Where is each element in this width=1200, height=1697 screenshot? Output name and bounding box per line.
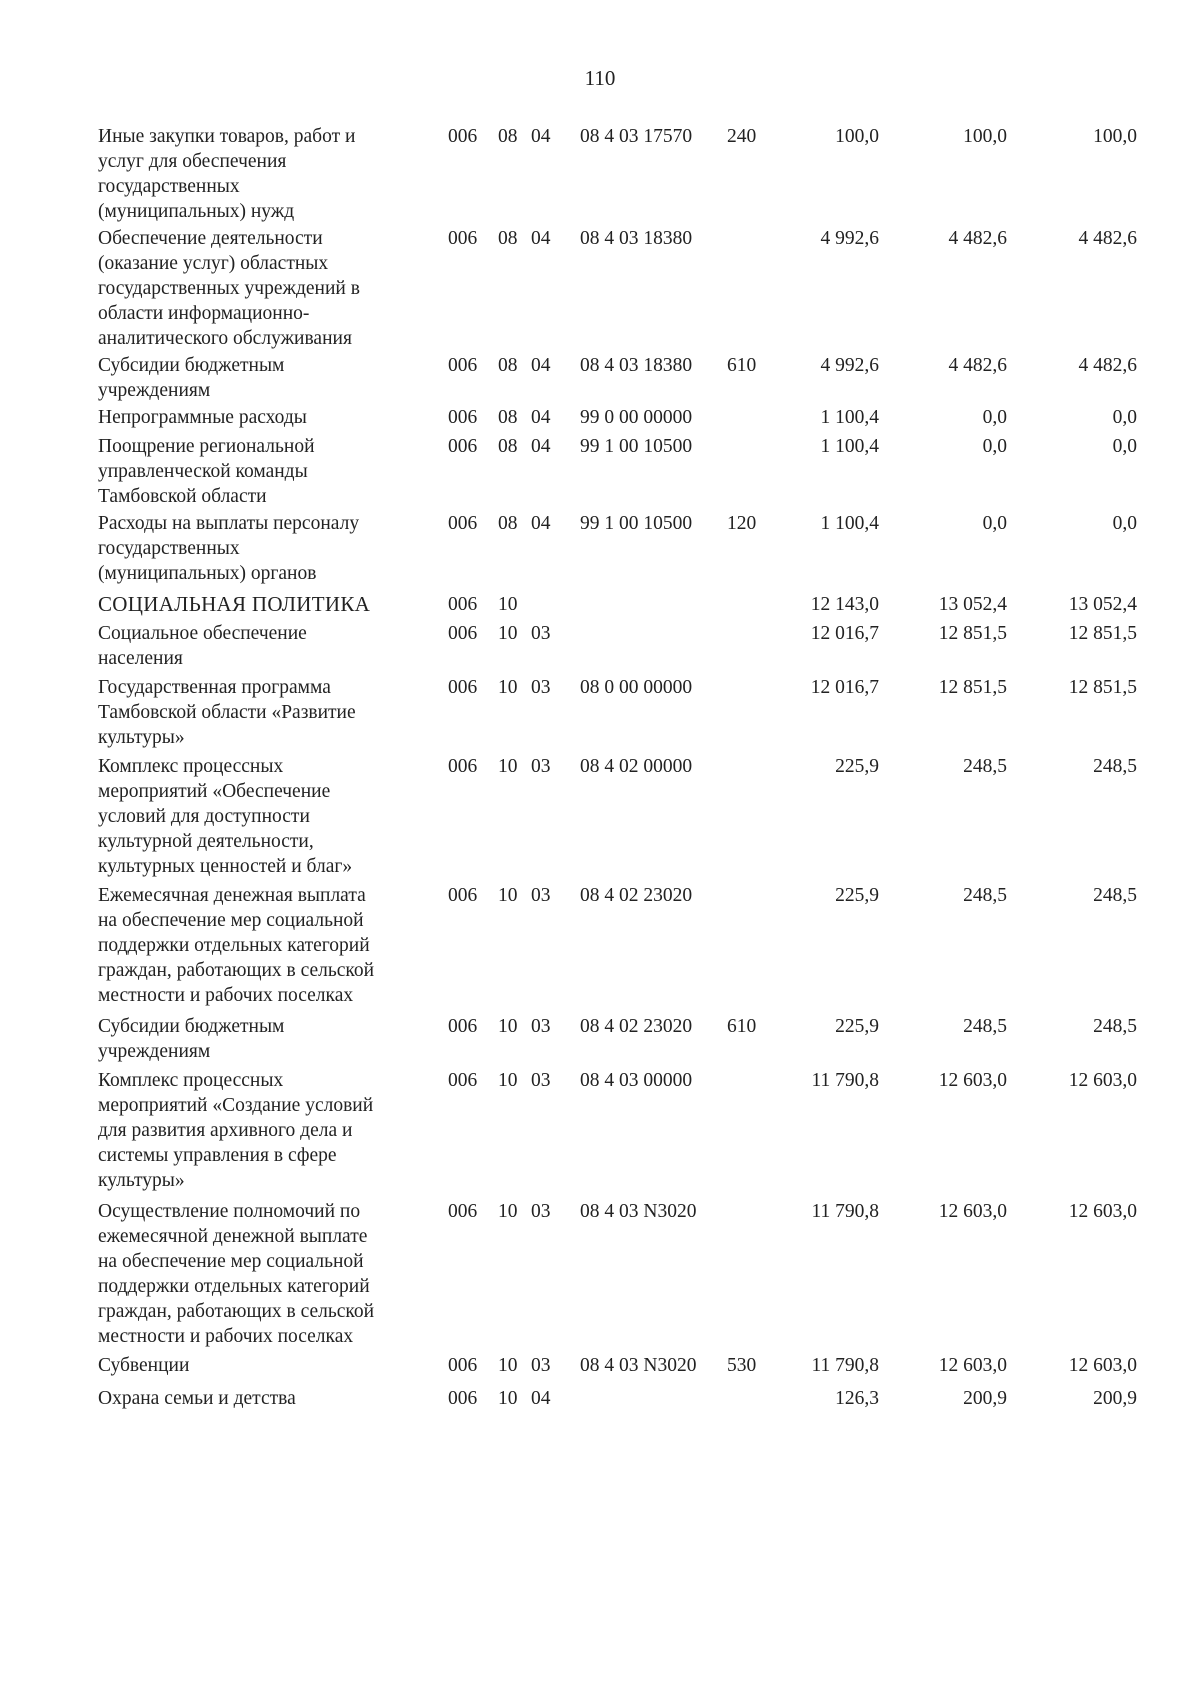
row-sum-3: 0,0 [1112, 407, 1137, 428]
table-row [98, 621, 1178, 671]
row-name: Обеспечение деятельности (оказание услуг) областных государственных учреждений в области информационно- аналитического обслуживания [98, 228, 360, 349]
row-rz: 10 [498, 594, 518, 615]
row-pr: 04 [531, 126, 551, 147]
row-sum-1: 11 790,8 [811, 1070, 879, 1091]
row-sum-1: 12 143,0 [810, 594, 879, 615]
row-sum-1: 4 992,6 [820, 228, 879, 249]
table-row [98, 883, 1178, 1008]
row-sum-3: 12 851,5 [1068, 677, 1137, 698]
row-ved: 006 [448, 1201, 478, 1222]
row-rz: 10 [498, 756, 518, 777]
row-sum-1: 225,9 [835, 1016, 879, 1037]
row-sum-2: 248,5 [963, 756, 1007, 777]
table-row [98, 124, 1178, 224]
row-sum-1: 126,3 [835, 1388, 879, 1409]
row-rz: 10 [498, 1388, 518, 1409]
row-sum-3: 248,5 [1093, 885, 1137, 906]
row-rz: 10 [498, 1070, 518, 1091]
row-sum-2: 12 851,5 [938, 677, 1007, 698]
row-pr: 04 [531, 513, 551, 534]
row-name: Комплекс процессных мероприятий «Обеспечение условий для доступности культурной деятельности, культурных ценностей и благ» [98, 756, 353, 877]
row-ved: 006 [448, 1388, 478, 1409]
row-rz: 08 [498, 407, 518, 428]
row-pr: 04 [531, 407, 551, 428]
table-row [98, 1353, 1178, 1378]
row-csr: 99 0 00 00000 [580, 407, 693, 428]
row-csr: 08 4 02 23020 [580, 1016, 693, 1037]
row-sum-2: 248,5 [963, 885, 1007, 906]
row-csr: 08 0 00 00000 [580, 677, 693, 698]
row-rz: 10 [498, 623, 518, 644]
table-row [98, 1068, 1178, 1193]
row-name: Государственная программа Тамбовской области «Развитие культуры» [98, 677, 356, 748]
row-sum-3: 4 482,6 [1078, 355, 1137, 376]
row-sum-2: 0,0 [982, 513, 1007, 534]
row-csr: 99 1 00 10500 [580, 436, 693, 457]
row-sum-2: 4 482,6 [948, 355, 1007, 376]
row-rz: 10 [498, 1201, 518, 1222]
row-rz: 10 [498, 885, 518, 906]
row-name: Ежемесячная денежная выплата на обеспечение мер социальной поддержки отдельных категорий граждан, работающих в сельской местности и рабочих поселках [98, 885, 375, 1006]
row-csr: 99 1 00 10500 [580, 513, 693, 534]
table-row [98, 1014, 1178, 1064]
section-heading: СОЦИАЛЬНАЯ ПОЛИТИКА [98, 592, 371, 616]
row-rz: 08 [498, 126, 518, 147]
row-vr: 610 [727, 1016, 757, 1037]
row-sum-3: 248,5 [1093, 756, 1137, 777]
row-rz: 08 [498, 228, 518, 249]
row-pr: 03 [531, 677, 551, 698]
row-name: Социальное обеспечение населения [98, 623, 307, 669]
row-name: Непрограммные расходы [98, 407, 307, 428]
row-ved: 006 [448, 623, 478, 644]
row-ved: 006 [448, 228, 478, 249]
row-rz: 08 [498, 513, 518, 534]
row-ved: 006 [448, 1070, 478, 1091]
row-csr: 08 4 02 23020 [580, 885, 693, 906]
row-rz: 08 [498, 355, 518, 376]
row-sum-1: 1 100,4 [820, 513, 879, 534]
row-sum-3: 4 482,6 [1078, 228, 1137, 249]
table-row [98, 226, 1178, 351]
row-csr: 08 4 03 18380 [580, 228, 693, 249]
row-rz: 08 [498, 436, 518, 457]
table-row [98, 353, 1178, 403]
row-csr: 08 4 03 18380 [580, 355, 693, 376]
row-sum-3: 200,9 [1093, 1388, 1137, 1409]
row-ved: 006 [448, 126, 478, 147]
row-csr: 08 4 02 00000 [580, 756, 693, 777]
row-pr: 03 [531, 1355, 551, 1376]
row-sum-2: 248,5 [963, 1016, 1007, 1037]
row-rz: 10 [498, 1016, 518, 1037]
row-sum-3: 0,0 [1112, 513, 1137, 534]
row-sum-2: 0,0 [982, 436, 1007, 457]
row-sum-1: 11 790,8 [811, 1355, 879, 1376]
row-sum-2: 200,9 [963, 1388, 1007, 1409]
row-rz: 10 [498, 1355, 518, 1376]
row-sum-3: 100,0 [1093, 126, 1137, 147]
table-row [98, 1199, 1178, 1349]
row-pr: 03 [531, 885, 551, 906]
row-sum-3: 248,5 [1093, 1016, 1137, 1037]
row-sum-2: 12 603,0 [938, 1070, 1007, 1091]
row-sum-2: 12 851,5 [938, 623, 1007, 644]
row-csr: 08 4 03 N3020 [580, 1201, 697, 1222]
table-row [98, 405, 1178, 430]
row-name: Субсидии бюджетным учреждениям [98, 1016, 285, 1062]
row-csr: 08 4 03 17570 [580, 126, 693, 147]
row-ved: 006 [448, 513, 478, 534]
table-row [98, 675, 1178, 750]
row-sum-3: 0,0 [1112, 436, 1137, 457]
table-row [98, 1386, 1178, 1411]
row-name: Расходы на выплаты персоналу государственных (муниципальных) органов [98, 513, 360, 584]
row-pr: 03 [531, 1201, 551, 1222]
row-csr: 08 4 03 N3020 [580, 1355, 697, 1376]
row-sum-2: 0,0 [982, 407, 1007, 428]
row-ved: 006 [448, 355, 478, 376]
budget-table [98, 124, 1178, 1411]
row-sum-1: 12 016,7 [810, 623, 879, 644]
row-ved: 006 [448, 1355, 478, 1376]
row-name: Охрана семьи и детства [98, 1388, 296, 1409]
row-sum-2: 13 052,4 [938, 594, 1007, 615]
row-ved: 006 [448, 407, 478, 428]
row-vr: 240 [727, 126, 757, 147]
row-sum-2: 100,0 [963, 126, 1007, 147]
row-sum-3: 12 603,0 [1068, 1355, 1137, 1376]
row-pr: 03 [531, 1070, 551, 1091]
row-ved: 006 [448, 436, 478, 457]
row-sum-2: 4 482,6 [948, 228, 1007, 249]
row-sum-3: 13 052,4 [1068, 594, 1137, 615]
row-vr: 120 [727, 513, 757, 534]
row-pr: 04 [531, 355, 551, 376]
row-name: Комплекс процессных мероприятий «Создание условий для развития архивного дела и системы управления в сфере культуры» [98, 1070, 374, 1191]
row-name: Иные закупки товаров, работ и услуг для обеспечения государственных (муниципальных) нужд [98, 126, 356, 222]
row-ved: 006 [448, 885, 478, 906]
row-sum-1: 225,9 [835, 885, 879, 906]
row-ved: 006 [448, 594, 478, 615]
row-pr: 03 [531, 756, 551, 777]
row-name: Субсидии бюджетным учреждениям [98, 355, 285, 401]
row-sum-1: 1 100,4 [820, 407, 879, 428]
row-name: Поощрение региональной управленческой команды Тамбовской области [98, 436, 315, 507]
row-name: Субвенции [98, 1355, 190, 1376]
row-ved: 006 [448, 1016, 478, 1037]
row-sum-3: 12 851,5 [1068, 623, 1137, 644]
row-sum-1: 225,9 [835, 756, 879, 777]
row-rz: 10 [498, 677, 518, 698]
page-number: 110 [584, 66, 616, 90]
row-csr: 08 4 03 00000 [580, 1070, 693, 1091]
row-sum-1: 4 992,6 [820, 355, 879, 376]
row-ved: 006 [448, 756, 478, 777]
row-vr: 530 [727, 1355, 757, 1376]
row-sum-2: 12 603,0 [938, 1201, 1007, 1222]
table-row [98, 511, 1178, 586]
row-sum-1: 12 016,7 [810, 677, 879, 698]
row-pr: 03 [531, 623, 551, 644]
row-sum-3: 12 603,0 [1068, 1201, 1137, 1222]
row-pr: 04 [531, 1388, 551, 1409]
row-pr: 04 [531, 228, 551, 249]
table-row [98, 434, 1178, 509]
row-pr: 03 [531, 1016, 551, 1037]
row-sum-2: 12 603,0 [938, 1355, 1007, 1376]
row-sum-1: 1 100,4 [820, 436, 879, 457]
table-row [98, 754, 1178, 879]
row-vr: 610 [727, 355, 757, 376]
row-sum-1: 100,0 [835, 126, 879, 147]
row-pr: 04 [531, 436, 551, 457]
table-row [98, 592, 1178, 617]
row-sum-1: 11 790,8 [811, 1201, 879, 1222]
row-name: Осуществление полномочий по ежемесячной денежной выплате на обеспечение мер социальной поддержки отдельных категорий граждан, работающих в сельской местности и рабочих поселках [98, 1201, 375, 1347]
row-sum-3: 12 603,0 [1068, 1070, 1137, 1091]
row-ved: 006 [448, 677, 478, 698]
